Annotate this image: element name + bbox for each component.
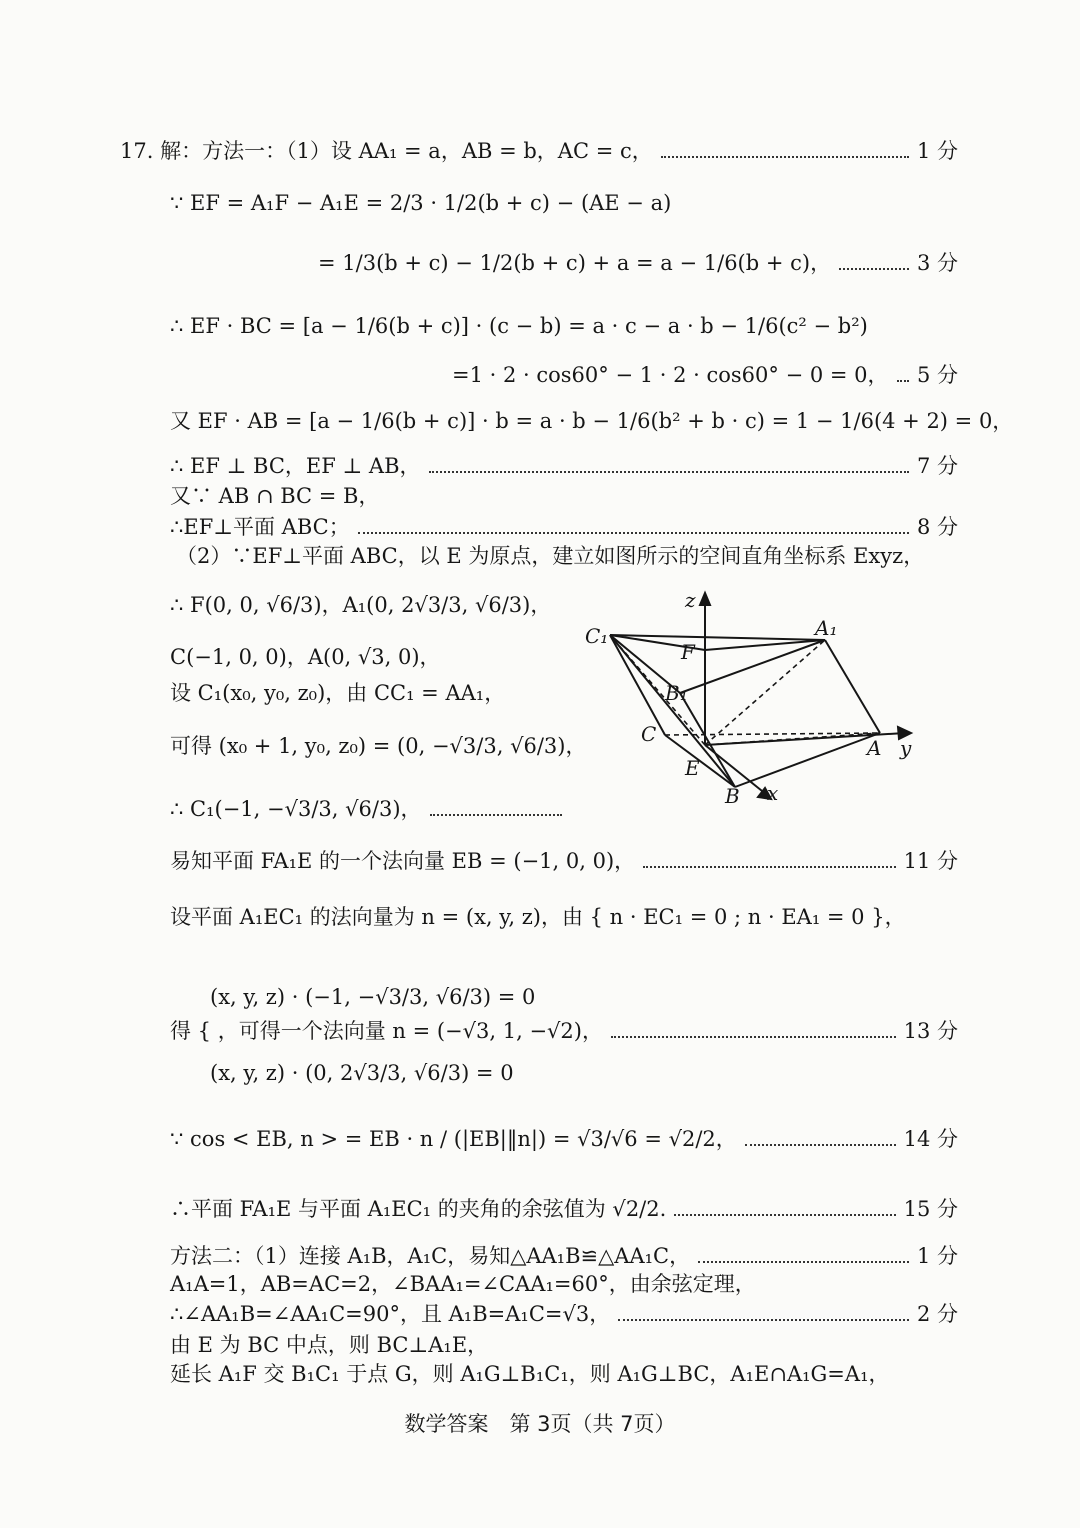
line-text: 得 { ，可得一个法向量 n = (−√3, 1, −√2)， — [170, 1019, 603, 1043]
edge-c1-b — [610, 635, 735, 787]
line-text: 17. 解：方法一：（1）设 AA₁ = a，AB = b，AC = c， — [120, 139, 653, 163]
line-text: 方法二：（1）连接 A₁B，A₁C，易知△AA₁B≌△AA₁C， — [170, 1244, 691, 1268]
line-ef-expansion — [170, 190, 958, 216]
line-perpendicular — [170, 453, 958, 479]
line-text: ∵ EF = A₁F − A₁E = 2/3 · 1/2(b + c) − (AE − a) — [170, 191, 672, 215]
line-method2-midpoint — [170, 1332, 958, 1358]
line-q17-intro — [120, 138, 958, 164]
line-system-eq1 — [210, 984, 535, 1010]
score-label: 15 分 — [903, 1197, 958, 1221]
edge-c1-c — [610, 635, 665, 735]
line-c1-result — [170, 796, 570, 822]
leader-dots — [839, 268, 909, 270]
line-text: 设 C₁(x₀, y₀, z₀)，由 CC₁ = AA₁， — [170, 681, 506, 705]
score-label: 1 分 — [916, 1244, 958, 1268]
leader-dots — [897, 380, 909, 382]
label-b1: B₁ — [665, 681, 688, 705]
line-text: 由 E 为 BC 中点，则 BC⊥A₁E， — [170, 1333, 489, 1357]
edge-c-a-hidden — [665, 733, 880, 735]
leader-dots — [618, 1319, 909, 1321]
label-a1: A₁ — [815, 616, 838, 640]
label-e: E — [685, 756, 700, 780]
edge-b1-a1 — [680, 640, 825, 693]
line-text: (x, y, z) · (0, 2√3/3, √6/3) = 0 — [210, 1061, 514, 1085]
page-footer: 数学答案 第 3页（共 7页） — [404, 1412, 676, 1436]
line-text: =1 · 2 · cos60° − 1 · 2 · cos60° − 0 = 0， — [452, 363, 889, 387]
line-ef-dot-ab — [170, 408, 1014, 434]
score-label: 13 分 — [903, 1019, 958, 1043]
leader-dots — [430, 814, 562, 816]
leader-dots — [698, 1261, 909, 1263]
score-label: 8 分 — [916, 515, 958, 539]
label-a: A — [867, 736, 882, 760]
line-text: 设平面 A₁EC₁ 的法向量为 n = (x, y, z)，由 { n · EC₁ = 0 ; n · EA₁ = 0 }， — [170, 905, 906, 929]
label-b: B — [725, 784, 740, 808]
line-ef-perp-plane — [170, 514, 958, 540]
line-text: 又 EF · AB = [a − 1/6(b + c)] · b = a · b − 1/6(b² + b · c) = 1 − 1/6(4 + 2) = 0， — [170, 409, 1014, 433]
line-method2-extend — [170, 1361, 958, 1387]
prism-coordinate-figure — [575, 585, 925, 815]
line-text: A₁A=1，AB=AC=2，∠BAA₁=∠CAA₁=60°，由余弦定理， — [170, 1272, 756, 1296]
score-label: 7 分 — [916, 454, 958, 478]
line-cosine — [170, 1126, 958, 1152]
line-text: (x, y, z) · (−1, −√3/3, √6/3) = 0 — [210, 985, 536, 1009]
line-ef-simplified — [318, 250, 958, 276]
line-text: ∴ F(0, 0, √6/3)，A₁(0, 2√3/3, √6/3)， — [170, 593, 552, 617]
label-z: z — [685, 588, 696, 612]
leader-dots — [429, 471, 909, 473]
leader-dots — [358, 532, 909, 534]
line-method2-angles — [170, 1301, 958, 1327]
line-part2-setup — [176, 543, 958, 569]
score-label: 1 分 — [916, 139, 958, 163]
edge-f-a1 — [705, 640, 825, 650]
line-coords-f-a1 — [170, 592, 551, 618]
label-c: C — [641, 722, 657, 746]
leader-dots — [661, 156, 909, 158]
leader-dots — [745, 1144, 896, 1146]
line-text: ∵ cos < EB, n > = EB · n / (|EB|‖n|) = √3/√6 = √2/2， — [170, 1127, 737, 1151]
line-text: ∴ EF · BC = [a − 1/6(b + c)] · (c − b) = a · c − a · b − 1/6(c² − b²) — [170, 314, 868, 338]
line-cos60 — [452, 362, 958, 388]
line-text: = 1/3(b + c) − 1/2(b + c) + a = a − 1/6(b + c)， — [318, 251, 832, 275]
edge-e-a1-hidden — [705, 640, 825, 745]
line-normal-n-result — [170, 1018, 958, 1044]
label-c1: C₁ — [585, 624, 609, 648]
line-solve-c1 — [170, 733, 586, 759]
line-text: 延长 A₁F 交 B₁C₁ 于点 G，则 A₁G⊥B₁C₁，则 A₁G⊥BC，A₁E∩A₁G=A₁， — [170, 1362, 890, 1386]
line-text: 又∵ AB ∩ BC = B， — [170, 484, 380, 508]
line-system-eq2 — [210, 1060, 514, 1086]
leader-dots — [643, 866, 895, 868]
line-method2-lengths — [170, 1271, 958, 1297]
label-f: F — [681, 640, 695, 664]
score-label: 5 分 — [916, 363, 958, 387]
line-normal-eb — [170, 848, 958, 874]
label-y: y — [900, 736, 912, 760]
score-label: 14 分 — [903, 1127, 958, 1151]
score-label: 3 分 — [916, 251, 958, 275]
edge-a1-a — [825, 640, 880, 733]
line-intersection — [170, 483, 958, 509]
leader-dots — [674, 1214, 895, 1216]
line-text: 可得 (x₀ + 1, y₀, z₀) = (0, −√3/3, √6/3)， — [170, 734, 587, 758]
line-method2-intro — [170, 1243, 958, 1269]
line-text: ∴∠AA₁B=∠AA₁C=90°，且 A₁B=A₁C=√3， — [170, 1302, 611, 1326]
line-text: ∴EF⊥平面 ABC； — [170, 515, 350, 539]
line-text: ∴ EF ⊥ BC，EF ⊥ AB， — [170, 454, 421, 478]
line-text: 易知平面 FA₁E 的一个法向量 EB = (−1, 0, 0)， — [170, 849, 636, 873]
line-set-c1 — [170, 680, 505, 706]
line-final-answer — [170, 1196, 958, 1222]
line-normal-n-setup — [170, 904, 958, 930]
line-ef-dot-bc — [170, 313, 958, 339]
line-text: （2）∵EF⊥平面 ABC，以 E 为原点，建立如图所示的空间直角坐标系 Exyz， — [176, 544, 925, 568]
score-label: 2 分 — [916, 1302, 958, 1326]
line-text: ∴ C₁(−1, −√3/3, √6/3)， — [170, 797, 422, 821]
score-label: 11 分 — [903, 849, 958, 873]
label-x: x — [767, 781, 779, 805]
line-text: C(−1, 0, 0)，A(0, √3, 0)， — [170, 645, 441, 669]
z-axis-arrow — [700, 593, 710, 605]
leader-dots — [611, 1036, 896, 1038]
line-coords-c-a — [170, 644, 441, 670]
line-text: ∴平面 FA₁E 与平面 A₁EC₁ 的夹角的余弦值为 √2/2. — [170, 1197, 667, 1221]
